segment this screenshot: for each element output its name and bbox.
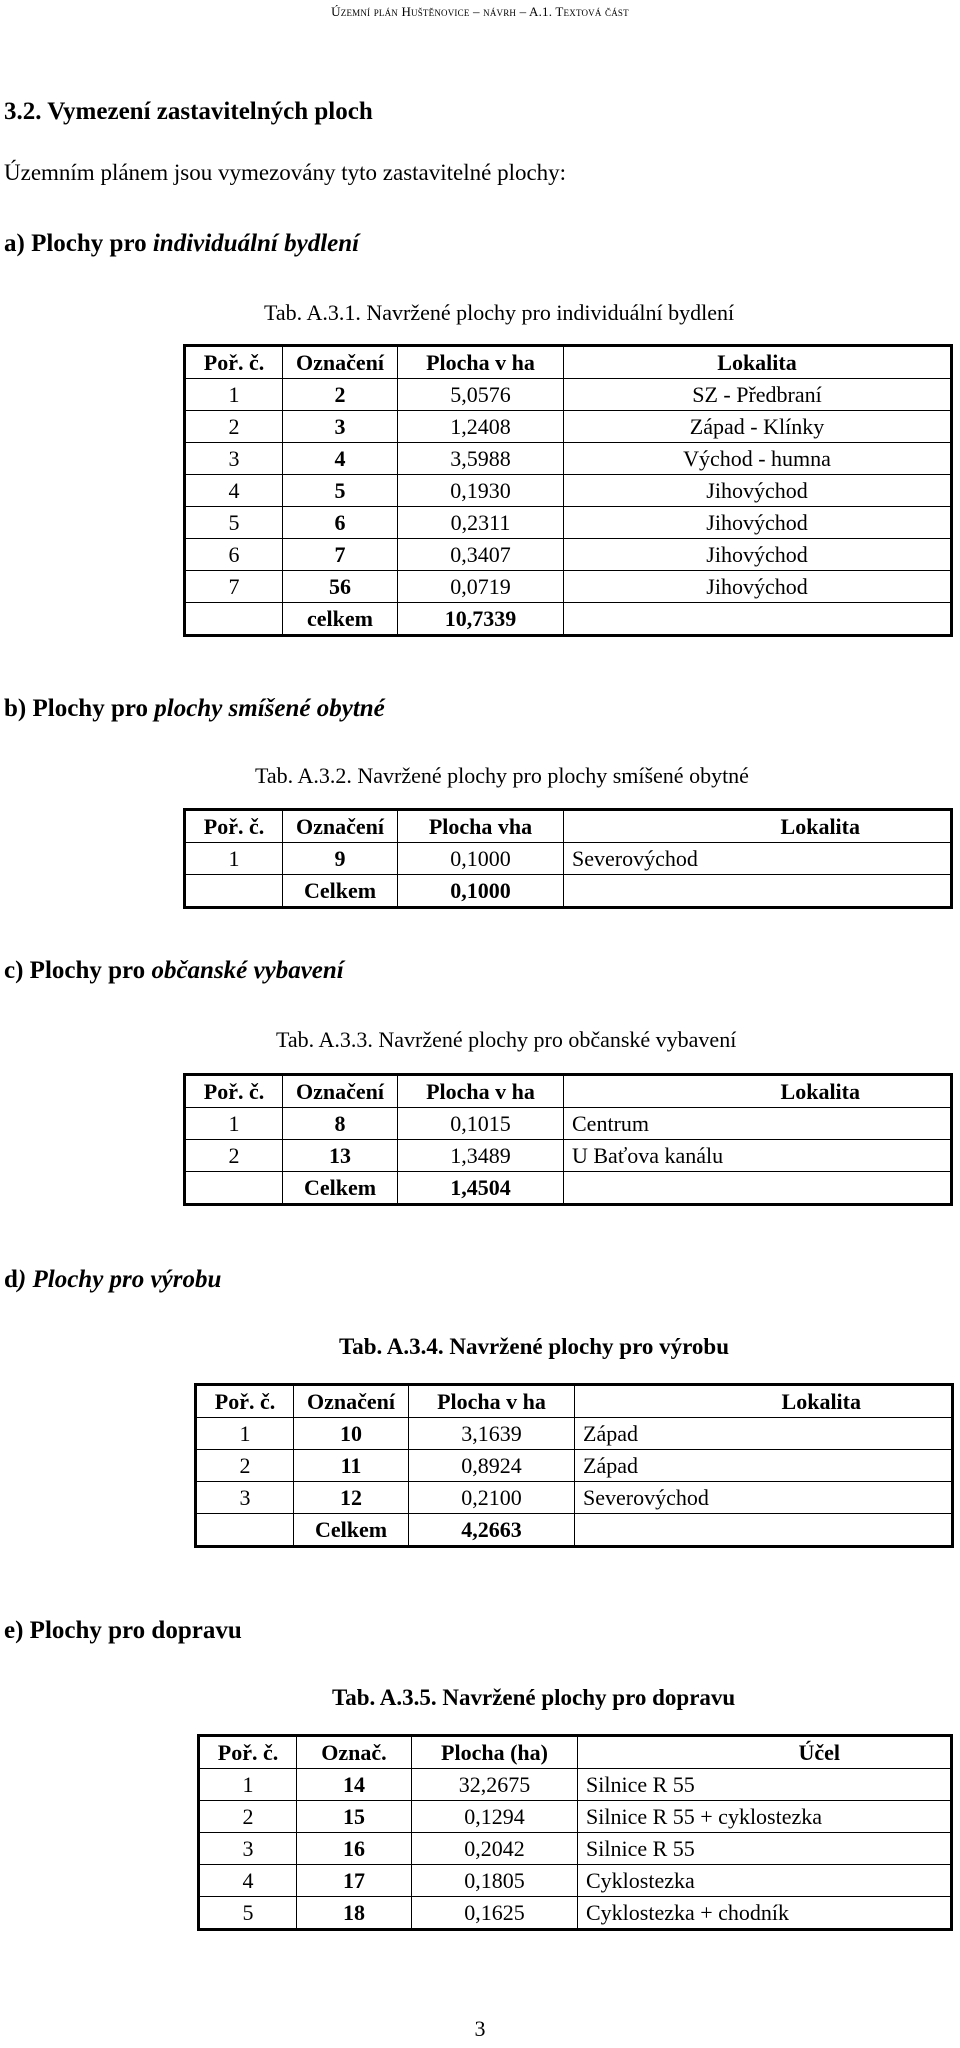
- cell: 0,1294: [412, 1801, 578, 1833]
- table-row: [199, 1801, 952, 1833]
- table-row: [185, 571, 952, 603]
- cell: 6: [283, 507, 398, 539]
- table-caption-b: Tab. A.3.2. Navržené plochy pro plochy smíšené obytné: [255, 763, 749, 788]
- heading-prefix: c) Plochy pro: [4, 957, 152, 984]
- cell: U Baťova kanálu: [564, 1140, 952, 1172]
- column-header: Označ.: [297, 1736, 412, 1769]
- column-header: Poř. č.: [185, 1075, 283, 1108]
- cell: 5: [185, 507, 283, 539]
- column-header: Plocha v ha: [398, 1075, 564, 1108]
- cell: Západ - Klínky: [564, 411, 952, 443]
- cell: Jihovýchod: [564, 571, 952, 603]
- total-value: 10,7339: [398, 603, 564, 636]
- subsection-heading-b: [4, 695, 385, 723]
- table-caption-a: Tab. A.3.1. Navržené plochy pro individuální bydlení: [264, 300, 735, 325]
- table-individual-housing: [183, 344, 953, 637]
- table-caption-c: Tab. A.3.3. Navržené plochy pro občanské vybavení: [276, 1027, 737, 1052]
- cell: Východ - humna: [564, 443, 952, 475]
- table-row: [185, 379, 952, 411]
- cell: 9: [283, 843, 398, 875]
- cell: 15: [297, 1801, 412, 1833]
- subsection-heading-d: [4, 1266, 221, 1294]
- table-caption-d: Tab. A.3.4. Navržené plochy pro výrobu: [339, 1334, 729, 1359]
- total-label: celkem: [283, 603, 398, 636]
- cell: 5,0576: [398, 379, 564, 411]
- cell: 4: [185, 475, 283, 507]
- cell: Jihovýchod: [564, 539, 952, 571]
- table-row: [196, 1450, 953, 1482]
- table-production: [194, 1383, 954, 1548]
- cell: 17: [297, 1865, 412, 1897]
- table-total-row: [185, 603, 952, 636]
- column-header: Označení: [294, 1385, 409, 1418]
- table-civic-amenities: [183, 1073, 953, 1206]
- cell: 1,3489: [398, 1140, 564, 1172]
- table-header-row: [199, 1736, 952, 1769]
- column-header: Označení: [283, 810, 398, 843]
- cell: 0,1625: [412, 1897, 578, 1930]
- table-row: [185, 843, 952, 875]
- heading-prefix: a) Plochy pro: [4, 230, 153, 257]
- total-value: 0,1000: [398, 875, 564, 908]
- cell: Západ: [575, 1418, 953, 1450]
- table-header-row: [185, 810, 952, 843]
- heading-emphasis: občanské vybavení: [151, 957, 344, 984]
- cell: SZ - Předbraní: [564, 379, 952, 411]
- cell: Silnice R 55: [578, 1833, 952, 1865]
- table-row: [185, 507, 952, 539]
- heading-prefix: d: [4, 1266, 18, 1293]
- cell: 12: [294, 1482, 409, 1514]
- cell: 14: [297, 1769, 412, 1801]
- column-header: Plocha vha: [398, 810, 564, 843]
- heading-prefix: b) Plochy pro: [4, 695, 155, 722]
- column-header: Lokalita: [564, 810, 952, 843]
- cell: Cyklostezka + chodník: [578, 1897, 952, 1930]
- column-header: Účel: [578, 1736, 952, 1769]
- cell: 0,3407: [398, 539, 564, 571]
- cell: 0,0719: [398, 571, 564, 603]
- table-row: [185, 411, 952, 443]
- cell: 1: [185, 379, 283, 411]
- cell: 32,2675: [412, 1769, 578, 1801]
- cell: 0,1930: [398, 475, 564, 507]
- cell: 0,2311: [398, 507, 564, 539]
- column-header: Lokalita: [564, 1075, 952, 1108]
- page-number: 3: [474, 2016, 486, 2041]
- cell: 10: [294, 1418, 409, 1450]
- cell: 3: [196, 1482, 294, 1514]
- subsection-heading-c: [4, 957, 344, 985]
- cell: Silnice R 55 + cyklostezka: [578, 1801, 952, 1833]
- cell: 1: [185, 843, 283, 875]
- cell: 2: [199, 1801, 297, 1833]
- cell: Jihovýchod: [564, 507, 952, 539]
- table-header-row: [196, 1385, 953, 1418]
- table-header-row: [185, 1075, 952, 1108]
- column-header: Poř. č.: [196, 1385, 294, 1418]
- cell: 2: [196, 1450, 294, 1482]
- cell: 2: [283, 379, 398, 411]
- cell: 16: [297, 1833, 412, 1865]
- cell: Centrum: [564, 1108, 952, 1140]
- cell: Jihovýchod: [564, 475, 952, 507]
- total-value: 1,4504: [398, 1172, 564, 1205]
- column-header: Poř. č.: [199, 1736, 297, 1769]
- table-row: [185, 1140, 952, 1172]
- cell: 3,1639: [409, 1418, 575, 1450]
- cell: Západ: [575, 1450, 953, 1482]
- cell: 0,1805: [412, 1865, 578, 1897]
- table-total-row: [196, 1514, 953, 1547]
- column-header: Označení: [283, 1075, 398, 1108]
- cell: [185, 875, 283, 908]
- subsection-heading-a: [4, 230, 359, 258]
- cell: 13: [283, 1140, 398, 1172]
- cell: 0,2042: [412, 1833, 578, 1865]
- cell: [196, 1514, 294, 1547]
- column-header: Plocha (ha): [412, 1736, 578, 1769]
- cell: 3,5988: [398, 443, 564, 475]
- table-row: [185, 1108, 952, 1140]
- table-row: [185, 539, 952, 571]
- cell: 2: [185, 411, 283, 443]
- cell: 6: [185, 539, 283, 571]
- column-header: Plocha v ha: [398, 346, 564, 379]
- cell: 18: [297, 1897, 412, 1930]
- cell: 5: [199, 1897, 297, 1930]
- column-header: Plocha v ha: [409, 1385, 575, 1418]
- cell: 1: [185, 1108, 283, 1140]
- heading-emphasis: individuální bydlení: [152, 230, 360, 257]
- cell: 4: [199, 1865, 297, 1897]
- table-mixed-residential: [183, 808, 953, 909]
- table-total-row: [185, 875, 952, 908]
- cell: [185, 1172, 283, 1205]
- cell: 1,2408: [398, 411, 564, 443]
- cell: [564, 875, 952, 908]
- table-row: [199, 1865, 952, 1897]
- total-label: Celkem: [283, 1172, 398, 1205]
- table-row: [199, 1769, 952, 1801]
- cell: 0,1015: [398, 1108, 564, 1140]
- cell: [575, 1514, 953, 1547]
- cell: 1: [199, 1769, 297, 1801]
- total-label: Celkem: [294, 1514, 409, 1547]
- heading-prefix: e) Plochy pro dopravu: [4, 1617, 242, 1644]
- cell: 56: [283, 571, 398, 603]
- column-header: Lokalita: [564, 346, 952, 379]
- table-row: [196, 1418, 953, 1450]
- heading-emphasis: plochy smíšené obytné: [154, 695, 385, 722]
- column-header: Lokalita: [575, 1385, 953, 1418]
- table-row: [199, 1897, 952, 1930]
- cell: 3: [199, 1833, 297, 1865]
- table-row: [196, 1482, 953, 1514]
- section-title: 3.2. Vymezení zastavitelných ploch: [4, 98, 373, 125]
- total-label: Celkem: [283, 875, 398, 908]
- cell: [185, 603, 283, 636]
- cell: 11: [294, 1450, 409, 1482]
- cell: 8: [283, 1108, 398, 1140]
- cell: 0,1000: [398, 843, 564, 875]
- total-value: 4,2663: [409, 1514, 575, 1547]
- cell: 3: [283, 411, 398, 443]
- cell: 3: [185, 443, 283, 475]
- cell: 7: [283, 539, 398, 571]
- column-header: Označení: [283, 346, 398, 379]
- table-transport: [197, 1734, 953, 1931]
- table-total-row: [185, 1172, 952, 1205]
- table-row: [185, 475, 952, 507]
- table-caption-e: Tab. A.3.5. Navržené plochy pro dopravu: [332, 1685, 736, 1710]
- cell: 0,8924: [409, 1450, 575, 1482]
- table-row: [199, 1833, 952, 1865]
- cell: [564, 1172, 952, 1205]
- cell: Cyklostezka: [578, 1865, 952, 1897]
- cell: 1: [196, 1418, 294, 1450]
- table-header-row: [185, 346, 952, 379]
- cell: 4: [283, 443, 398, 475]
- column-header: Poř. č.: [185, 346, 283, 379]
- cell: 5: [283, 475, 398, 507]
- heading-emphasis: ) Plochy pro výrobu: [17, 1266, 222, 1293]
- column-header: Poř. č.: [185, 810, 283, 843]
- cell: 2: [185, 1140, 283, 1172]
- cell: Severovýchod: [564, 843, 952, 875]
- subsection-heading-e: [4, 1617, 242, 1645]
- intro-text: Územním plánem jsou vymezovány tyto zastavitelné plochy:: [4, 160, 567, 185]
- table-row: [185, 443, 952, 475]
- cell: Silnice R 55: [578, 1769, 952, 1801]
- cell: 7: [185, 571, 283, 603]
- cell: Severovýchod: [575, 1482, 953, 1514]
- running-header: Územní plán Huštěnovice – návrh – A.1. Textová část: [331, 4, 629, 19]
- cell: 0,2100: [409, 1482, 575, 1514]
- cell: [564, 603, 952, 636]
